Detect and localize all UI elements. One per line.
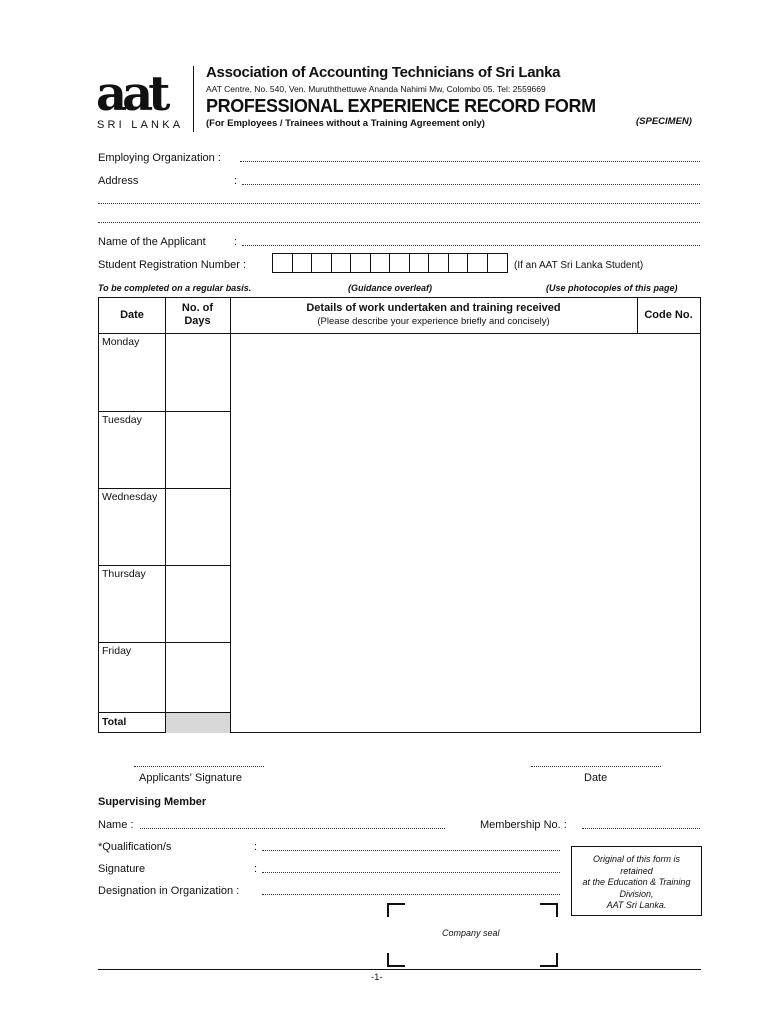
org-name: Association of Accounting Technicians of Sri Lanka	[206, 64, 561, 81]
reg-number-box[interactable]	[273, 254, 293, 272]
reg-number-box[interactable]	[488, 254, 508, 272]
day-wednesday: Wednesday	[102, 491, 158, 503]
supervisor-heading: Supervising Member	[98, 796, 207, 808]
qualifications-label: *Qualification/s	[98, 841, 172, 853]
seal-corner-tl	[387, 903, 405, 917]
row-divider-2	[99, 488, 230, 489]
header-row-divider	[99, 333, 700, 334]
signature-colon: :	[254, 863, 258, 875]
applicant-signature-line[interactable]	[134, 766, 264, 767]
row-divider-4	[99, 642, 230, 643]
reg-number-box[interactable]	[371, 254, 391, 272]
address-field-line-2[interactable]	[98, 203, 700, 204]
signature-field[interactable]	[262, 872, 560, 873]
reg-number-box[interactable]	[429, 254, 449, 272]
supervisor-name-field[interactable]	[140, 828, 445, 829]
qualifications-field[interactable]	[262, 850, 560, 851]
col-header-days-line2: Days	[184, 315, 211, 327]
day-thursday: Thursday	[102, 568, 146, 580]
col-header-code: Code No.	[644, 309, 693, 321]
logo-text: aat	[96, 66, 166, 122]
date-signature-label: Date	[584, 772, 608, 784]
signature-label: Signature	[98, 863, 146, 875]
reg-number-box[interactable]	[449, 254, 469, 272]
photocopies-note: (Use photocopies of this page)	[546, 283, 678, 293]
reg-number-label: Student Registration Number :	[98, 259, 246, 271]
reg-number-box[interactable]	[293, 254, 313, 272]
org-address: AAT Centre, No. 540, Ven. Muruththettuwe Ananda Nahimi Mw, Colombo 05. Tel: 2559669	[206, 84, 546, 94]
date-signature-line[interactable]	[531, 766, 661, 767]
reg-number-box[interactable]	[312, 254, 332, 272]
day-monday: Monday	[102, 336, 140, 348]
total-days-cell[interactable]	[166, 712, 230, 733]
seal-corner-br	[540, 953, 558, 967]
row-divider-1	[99, 411, 230, 412]
reg-number-box[interactable]	[351, 254, 371, 272]
row-divider-3	[99, 565, 230, 566]
col-header-details: Details of work undertaken and training received	[306, 302, 561, 314]
employing-org-field[interactable]	[240, 161, 700, 162]
col-divider-1	[165, 298, 166, 733]
original-note-line-3: at the Education & Training	[582, 877, 691, 887]
aat-logo	[96, 66, 182, 130]
original-note-line-1: Original of this form is	[592, 854, 681, 864]
form-title: PROFESSIONAL EXPERIENCE RECORD FORM	[206, 96, 596, 116]
col-header-details-sub: (Please describe your experience briefly and concisely)	[317, 316, 550, 327]
total-label: Total	[102, 716, 127, 728]
col-divider-2	[230, 298, 231, 733]
reg-number-note: (If an AAT Sri Lanka Student)	[514, 260, 644, 271]
footer-rule	[98, 969, 701, 970]
qualifications-colon: :	[254, 841, 258, 853]
col-header-days-line1: No. of	[181, 302, 214, 314]
original-note-line-4: Division,	[619, 888, 654, 899]
reg-number-boxes[interactable]	[272, 253, 508, 273]
original-form-note	[571, 846, 702, 916]
address-colon: :	[234, 175, 238, 187]
applicant-name-colon: :	[234, 236, 238, 248]
membership-field[interactable]	[582, 828, 700, 829]
logo-country: SRI LANKA	[97, 119, 182, 130]
reg-number-box[interactable]	[468, 254, 488, 272]
specimen-label: (SPECIMEN)	[636, 116, 692, 127]
row-divider-5	[99, 712, 230, 713]
supervisor-name-label: Name :	[98, 819, 134, 831]
regular-basis-note: To be completed on a regular basis.	[98, 283, 252, 293]
form-subtitle: (For Employees / Trainees without a Training Agreement only)	[206, 118, 485, 129]
aat-logo-mark	[96, 66, 182, 130]
designation-field[interactable]	[262, 894, 560, 895]
day-friday: Friday	[102, 645, 132, 657]
reg-number-box[interactable]	[410, 254, 430, 272]
reg-number-box[interactable]	[390, 254, 410, 272]
page-number: -1-	[371, 972, 383, 983]
col-header-days	[165, 302, 230, 328]
reg-number-box[interactable]	[332, 254, 352, 272]
employing-org-label: Employing Organization :	[98, 152, 221, 164]
guidance-note: (Guidance overleaf)	[348, 283, 433, 293]
address-field-line-1[interactable]	[242, 184, 700, 185]
day-tuesday: Tuesday	[102, 414, 142, 426]
company-seal-label: Company seal	[442, 928, 500, 938]
header-divider	[193, 66, 194, 132]
experience-table	[98, 297, 701, 733]
seal-corner-tr	[540, 903, 558, 917]
seal-corner-bl	[387, 953, 405, 967]
col-header-date: Date	[120, 309, 144, 321]
original-note-line-2: retained	[620, 865, 653, 876]
designation-label: Designation in Organization :	[98, 885, 240, 897]
applicant-signature-label: Applicants' Signature	[139, 772, 242, 784]
original-note-line-5: AAT Sri Lanka.	[606, 900, 667, 910]
applicant-name-field[interactable]	[242, 245, 700, 246]
address-label: Address	[98, 175, 139, 187]
address-field-line-3[interactable]	[98, 222, 700, 223]
applicant-name-label: Name of the Applicant	[98, 236, 206, 248]
membership-label: Membership No. :	[480, 819, 567, 831]
